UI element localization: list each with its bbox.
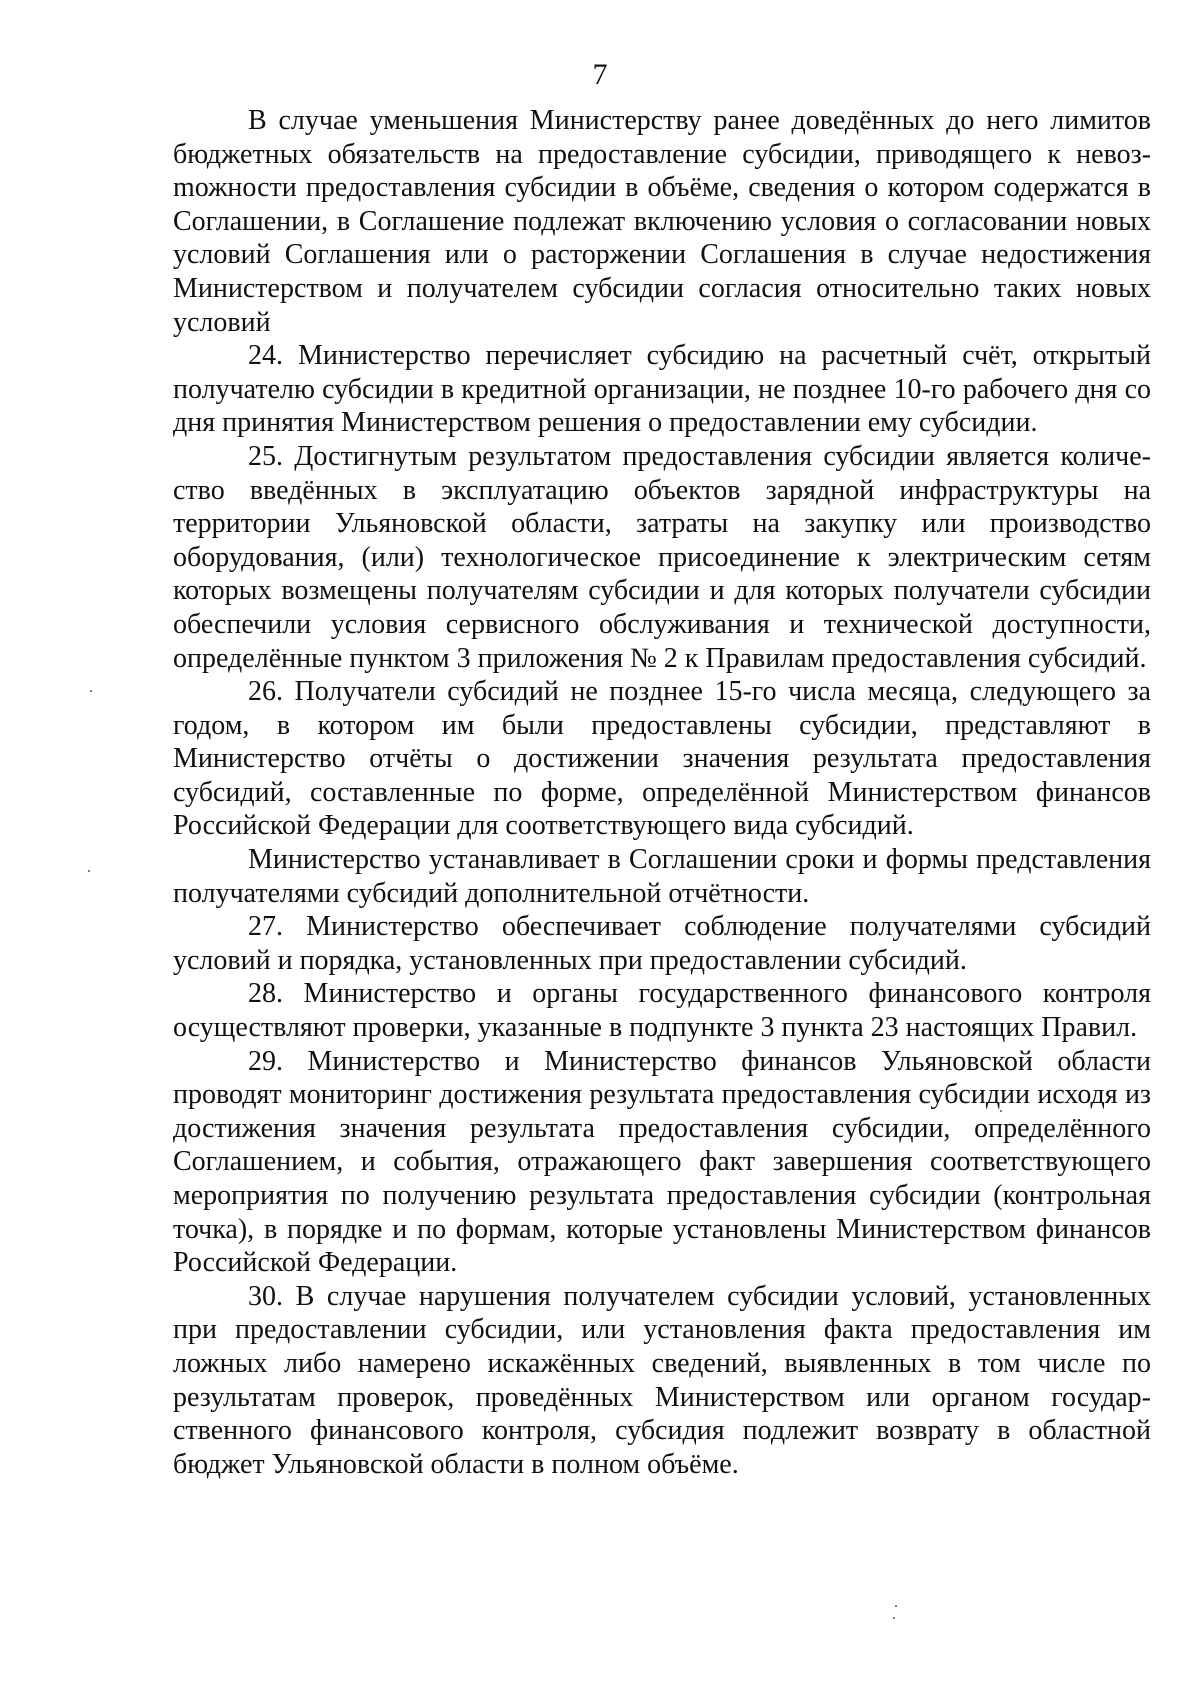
page-number: 7 [592, 58, 608, 91]
paragraph-30: 30. В случае нарушения получателем субсидии условий, установленных при предоставлении субсидии, или установления факта предоставления им ложных либо намерено искажённых сведений, выявленных в том числе по результатам проверок, проведённых Министерством или органом государственного финансового контроля, субсидия подлежит возврату в областной бюджет Ульяновской области в полном объёме. [173, 1280, 1151, 1480]
paragraph-27: 27. Министерство обеспечивает соблюдение получателями субсидий условий и порядка, установленных при предоставлении субсидий. [173, 911, 1151, 976]
scan-speck [895, 1605, 897, 1607]
paragraph-25: 25. Достигнутым результатом предоставления субсидии является количество введённых в эксплуатацию объектов зарядной инфраструктуры на территории Ульяновской области, затраты на закупку или производство оборудования, (или) технологическое присоединение к электрическим сетям которых возмещены получателям субсидии и для которых получатели субсидии обеспечили условия сервисного обслуживания и технической доступности, определённые пунктом 3 приложения № 2 к Правилам предоставления субсидий. [173, 440, 1151, 674]
paragraph-24: 24. Министерство перечисляет субсидию на расчетный счёт, открытый получателю субсидии в кредитной организации, не позднее 10-го рабочего дня со дня принятия Министерством решения о предоставлении ему субсидии. [173, 340, 1151, 439]
paragraph-subsidy-reduction: В случае уменьшения Министерству ранее доведённых до него лимитов бюджетных обязательств на предоставление субсидии, приводящего к невозmожности предоставления субсидии в объёме, сведения о котором содержатся в Соглашении, в Соглашение подлежат включению условия о согласовании новых условий Соглашения или о расторжении Соглашения в случае недостижения Министерством и получателем субсидии согласия относительно таких новых условий [173, 105, 1151, 338]
scan-speck [90, 690, 92, 692]
paragraph-additional-reporting: Министерство устанавливает в Соглашении сроки и формы представления получателями субсидий дополнительной отчётности. [173, 844, 1151, 909]
document-body [173, 104, 1151, 1481]
scan-speck [1000, 1110, 1002, 1112]
paragraph-29: 29. Министерство и Министерство финансов Ульяновской области проводят мониторинг достижения результата предоставления субсидии исходя из достижения значения результата предоставления субсидии, определённого Соглашением, и события, отражающего факт завершения соответствующего мероприятия по получению результата предоставления субсидии (контрольная точка), в порядке и по формам, которые установлены Министерством финансов Российской Федерации. [173, 1045, 1151, 1279]
paragraph-28: 28. Министерство и органы государственного финансового контроля осуществляют проверки, указанные в подпункте 3 пункта 23 настоящих Правил. [173, 978, 1151, 1044]
scan-speck [88, 870, 90, 872]
paragraph-26: 26. Получатели субсидий не позднее 15-го числа месяца, следующего за годом, в котором им были предоставлены субсидии, представляют в Министерство отчёты о достижении значения результата предоставления субсидий, составленные по форме, определённой Министерством финансов Российской Федерации для соответствующего вида субсидий. [173, 676, 1151, 842]
scan-speck [893, 1617, 895, 1619]
